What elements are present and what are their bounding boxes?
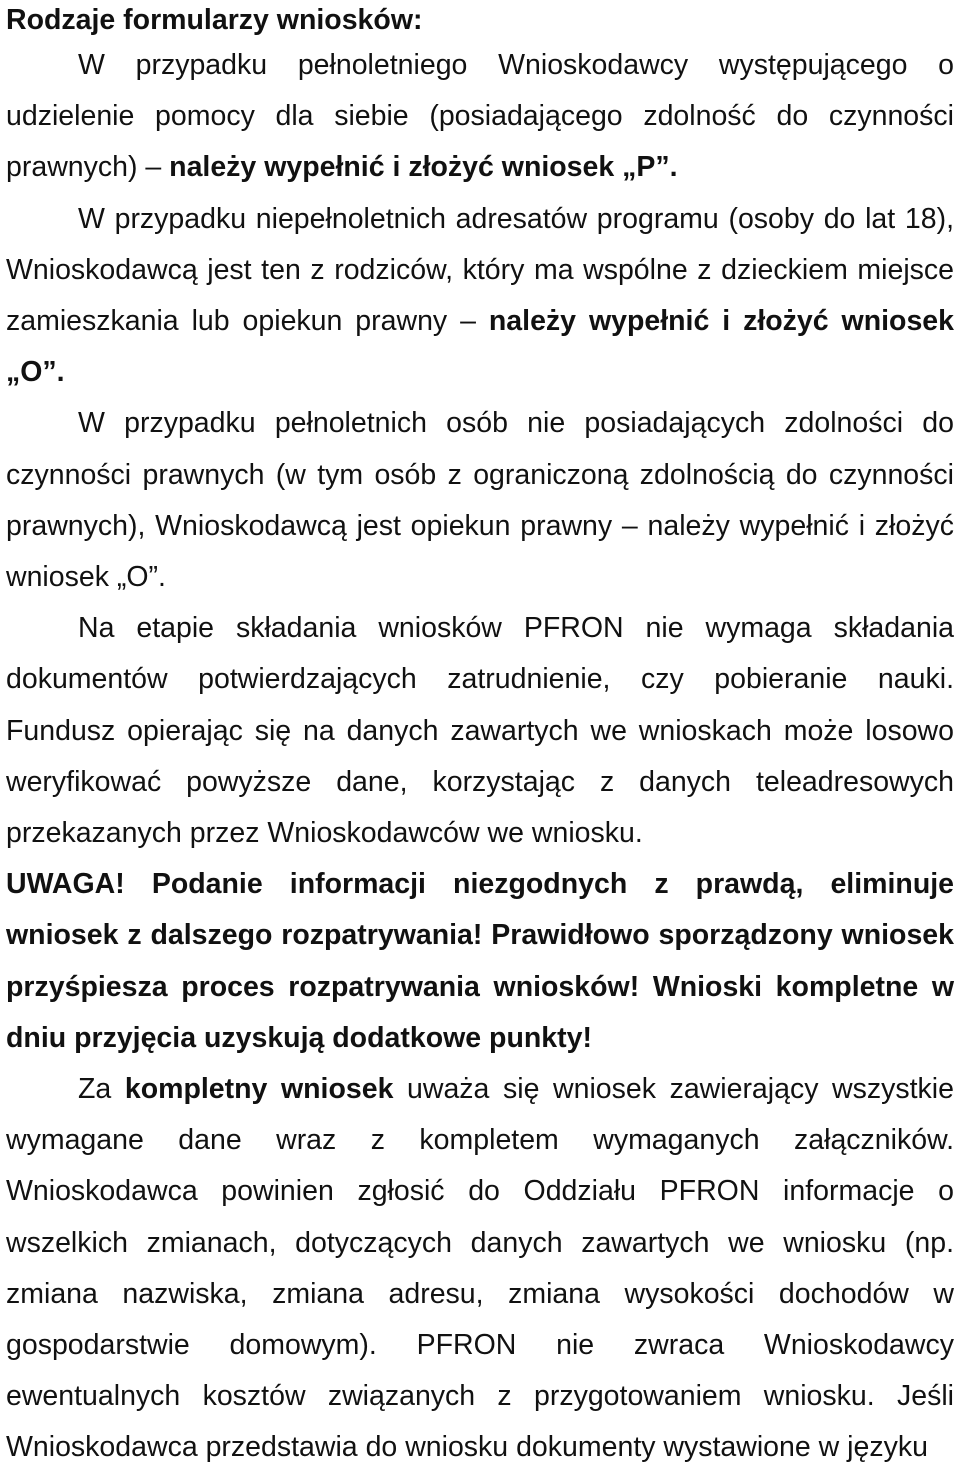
paragraph-text: Za xyxy=(78,1073,125,1106)
section-heading: Rodzaje formularzy wniosków: xyxy=(6,4,423,36)
paragraph-minor-applicant xyxy=(6,194,954,399)
paragraph-emphasis: kompletny wniosek xyxy=(124,1073,394,1106)
paragraph-text: uważa się wniosek zawierający wszystkie wymagane dane wraz z kompletem wymaganych załączników. Wnioskodawca powinien zgłosić do Oddziału PFRON informacje o wszelkich zmianach, dotyczących danych zawartych we wniosku (np. zmiana nazwiska, zmiana adresu, zmiana wysokości dochodów w gospodarstwie domowym). PFRON nie zwraca Wnioskodawcy ewentualnych kosztów związanych z przygotowaniem wniosku. Jeśli Wnioskodawca przedstawia do wniosku dokumenty wystawione w języku xyxy=(6,1073,954,1464)
paragraph-verification xyxy=(6,603,954,859)
paragraph-text: W przypadku pełnoletniego Wnioskodawcy występującego o udzielenie pomocy dla siebie (posiadającego zdolność do czynności prawnych) – xyxy=(6,49,954,184)
document-page xyxy=(6,0,954,1474)
paragraph-emphasis: należy wypełnić i złożyć wniosek „P”. xyxy=(169,151,678,184)
paragraph-adult-applicant xyxy=(6,40,954,194)
paragraph-complete-application xyxy=(6,1064,954,1474)
paragraph-text: W przypadku niepełnoletnich adresatów programu (osoby do lat 18), Wnioskodawcą jest ten z rodziców, który ma wspólne z dzieckiem miejsce zamieszkania lub opiekun prawny – xyxy=(6,202,954,338)
paragraph-emphasis: należy wypełnić i złożyć wniosek „O”. xyxy=(6,305,955,389)
paragraph-warning xyxy=(6,859,954,1064)
paragraph-text: Na etapie składania wniosków PFRON nie wymaga składania dokumentów potwierdzających zatrudnienie, czy pobieranie nauki. Fundusz opierając się na danych zawartych we wnioskach może losowo weryfikować powyższe dane, korzystając z danych teleadresowych przekazanych przez Wnioskodawców we wniosku. xyxy=(6,612,954,850)
warning-text: UWAGA! Podanie informacji niezgodnych z prawdą, eliminuje wniosek z dalszego rozpatrywania! Prawidłowo sporządzony wniosek przyśpiesza proces rozpatrywania wniosków! Wnioski kompletne w dniu przyjęcia uzyskują dodatkowe punkty! xyxy=(6,868,954,1054)
paragraph-text: W przypadku pełnoletnich osób nie posiadających zdolności do czynności prawnych (w tym osób z ograniczoną zdolnością do czynności prawnych), Wnioskodawcą jest opiekun prawny – należy wypełnić i złożyć wniosek „O”. xyxy=(6,407,954,594)
paragraph-legal-guardian xyxy=(6,398,954,603)
